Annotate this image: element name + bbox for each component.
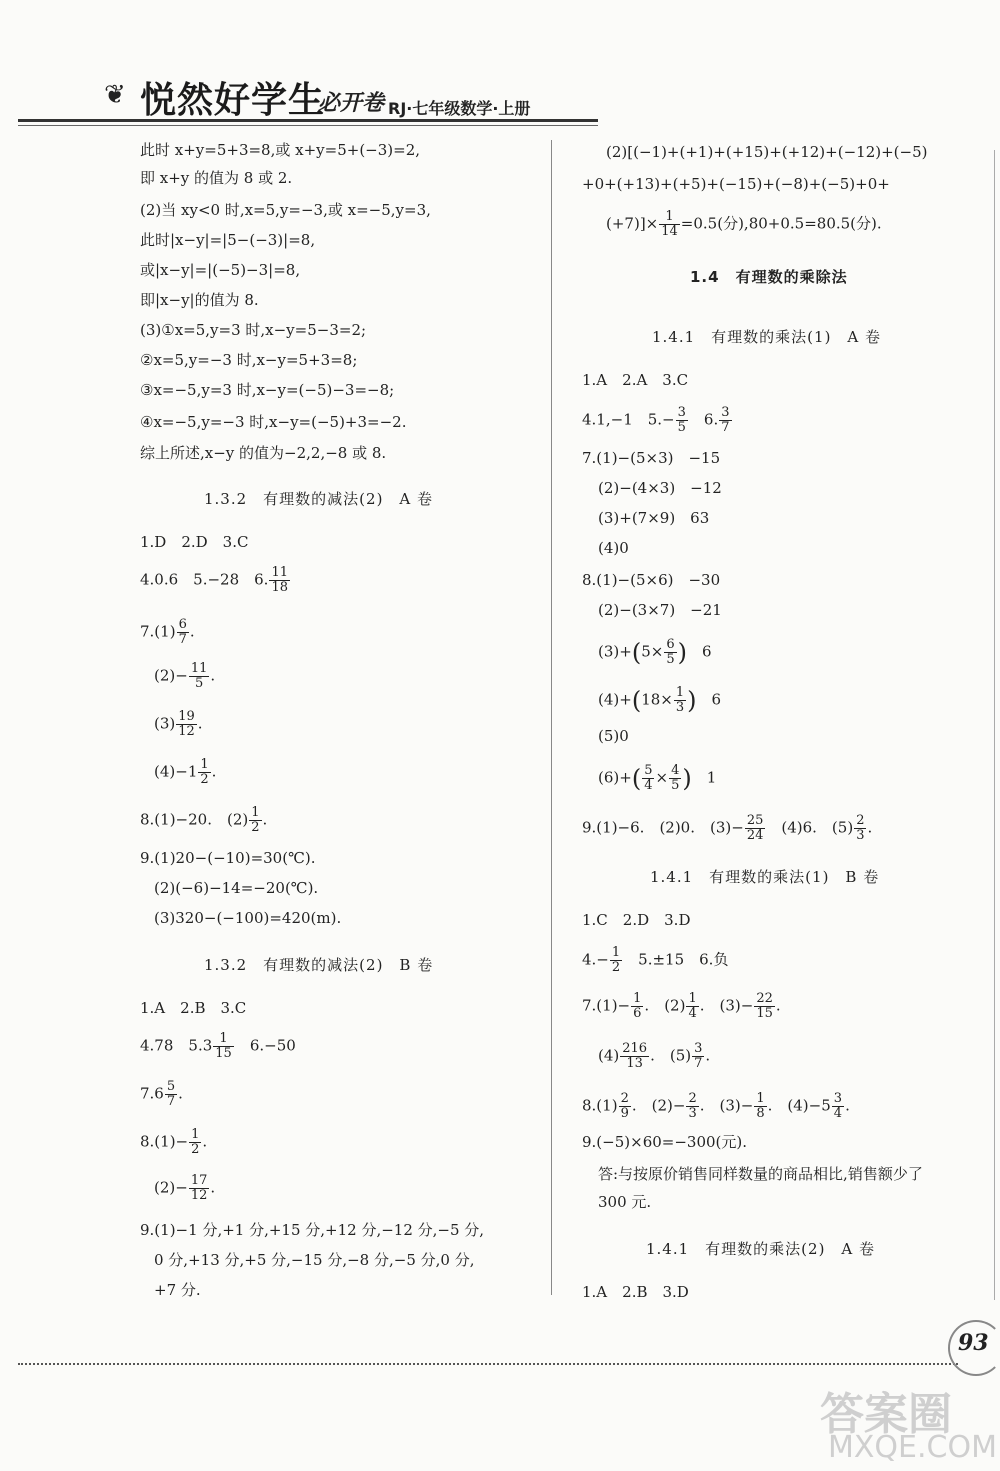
fraction: $\frac{2}{3}$ <box>688 1091 697 1121</box>
fraction: $\frac{1}{2}$ <box>191 1127 200 1157</box>
answer-line: (3)320−(−100)=420(m). <box>154 909 342 927</box>
footer-rule <box>18 1363 958 1365</box>
answer-line: 1.C 2.D 3.D <box>582 911 691 929</box>
fraction: $\frac{1}{14}$ <box>661 209 678 239</box>
answer-line: (5)0 <box>598 727 629 745</box>
text-line: (2)当 xy<0 时,x=5,y=−3,或 x=−5,y=3, <box>140 201 431 219</box>
answer-line: 300 元. <box>598 1193 652 1211</box>
chapter-heading: 1.4 有理数的乘除法 <box>690 268 848 286</box>
answer-line: (2)−(4×3) −12 <box>598 479 722 497</box>
fraction: $\frac{11}{18}$ <box>271 565 288 595</box>
fraction: $\frac{2}{9}$ <box>620 1091 629 1121</box>
answer-line: (2)−(3×7) −21 <box>598 601 722 619</box>
answer-line: (4)+(18× $\frac{1}{3}$ ) 6 <box>598 685 722 715</box>
fraction: $\frac{1}{2}$ <box>611 945 621 975</box>
fraction: $\frac{1}{3}$ <box>675 685 685 715</box>
brand-logo-text: 悦然好学生 <box>140 80 326 121</box>
answer-line: 8.(1) $\frac{2}{9}$ . (2)− $\frac{2}{3}$ . (3)− $\frac{1}{8}$ . (4)−5 $\frac{3}{4}$ . <box>582 1091 850 1121</box>
answer-line: 4.− $\frac{1}{2}$ 5.±15 6.负 <box>582 945 729 975</box>
bird-icon: ❦ <box>104 80 126 110</box>
fraction: $\frac{3}{4}$ <box>833 1091 843 1121</box>
text-line: (3)①x=5,y=3 时,x−y=5−3=2; <box>140 321 367 339</box>
answer-line: 9.(−5)×60=−300(元). <box>582 1133 748 1151</box>
fraction: $\frac{19}{12}$ <box>178 709 195 739</box>
answer-line: 8.(1)−20. (2) $\frac{1}{2}$ . <box>140 805 268 835</box>
page-number: 93 <box>958 1330 989 1356</box>
section-heading: 1.3.2 有理数的减法(2) B 卷 <box>204 956 434 974</box>
fraction: $\frac{3}{5}$ <box>677 405 686 435</box>
text-line: ②x=5,y=−3 时,x−y=5+3=8; <box>140 351 358 369</box>
answer-line: (4) $\frac{216}{13}$ . (5) $\frac{3}{7}$ . <box>598 1041 711 1071</box>
fraction: $\frac{11}{5}$ <box>190 661 208 691</box>
text-line: 即|x−y|的值为 8. <box>140 291 259 309</box>
answer-line: 答:与按原价销售同样数量的商品相比,销售额少了 <box>598 1165 923 1183</box>
answer-line: 7.6 $\frac{5}{7}$ . <box>140 1079 183 1109</box>
site-watermark-url: MXQE.COM <box>828 1430 997 1465</box>
fraction: $\frac{17}{12}$ <box>190 1173 208 1203</box>
text-line: 此时|x−y|=|5−(−3)|=8, <box>140 231 316 249</box>
answer-line: 1.D 2.D 3.C <box>140 533 249 551</box>
answer-line: (4)0 <box>598 539 629 557</box>
fraction: $\frac{5}{4}$ <box>644 763 653 793</box>
answer-line: +7 分. <box>154 1281 201 1299</box>
answer-line: 8.(1)− $\frac{1}{2}$ . <box>140 1127 208 1157</box>
fraction: $\frac{1}{2}$ <box>200 757 209 787</box>
site-watermark: 答案圈 <box>820 1389 952 1440</box>
answer-line: 1.A 2.B 3.D <box>582 1283 689 1301</box>
fraction: $\frac{22}{15}$ <box>756 991 773 1021</box>
text-line: (+7)]× $\frac{1}{14}$ =0.5(分),80+0.5=80.5(分). <box>606 209 882 239</box>
fraction: $\frac{4}{5}$ <box>671 763 680 793</box>
answer-line: 8.(1)−(5×6) −30 <box>582 571 721 589</box>
answer-line: (2)− $\frac{17}{12}$ . <box>154 1173 216 1203</box>
answer-line: (3)+(7×9) 63 <box>598 509 710 527</box>
fraction: $\frac{3}{7}$ <box>721 405 730 435</box>
text-line: ③x=−5,y=3 时,x−y=(−5)−3=−8; <box>140 381 395 399</box>
answer-line: 1.A 2.B 3.C <box>140 999 247 1017</box>
section-heading: 1.3.2 有理数的减法(2) A 卷 <box>204 490 434 508</box>
fraction: $\frac{25}{24}$ <box>746 813 764 843</box>
fraction: $\frac{1}{4}$ <box>688 991 697 1021</box>
page-edge-line <box>994 150 995 1300</box>
text-line: 综上所述,x−y 的值为−2,2,−8 或 8. <box>140 444 387 462</box>
answer-line: 4.0.6 5.−28 6. $\frac{11}{18}$ <box>140 565 288 595</box>
text-line: ④x=−5,y=−3 时,x−y=(−5)+3=−2. <box>140 413 407 431</box>
fraction: $\frac{5}{7}$ <box>166 1079 176 1109</box>
fraction: $\frac{2}{3}$ <box>856 813 865 843</box>
text-line: 此时 x+y=5+3=8,或 x+y=5+(−3)=2, <box>140 141 421 159</box>
answer-line: 7.(1) $\frac{6}{7}$ . <box>140 617 195 647</box>
book-series: RJ·七年级数学·上册 <box>388 99 531 118</box>
answer-line: 9.(1)−6. (2)0. (3)− $\frac{25}{24}$ (4)6. (5) $\frac{2}{3}$ . <box>582 813 873 843</box>
page-header <box>0 0 1000 140</box>
section-heading: 1.4.1 有理数的乘法(1) B 卷 <box>650 868 880 886</box>
answer-line: 1.A 2.A 3.C <box>582 371 689 389</box>
brand-subtitle: 必开卷 <box>318 90 385 116</box>
answer-line: 9.(1)−1 分,+1 分,+15 分,+12 分,−12 分,−5 分, <box>140 1221 485 1239</box>
fraction: $\frac{3}{7}$ <box>694 1041 703 1071</box>
fraction: $\frac{6}{7}$ <box>178 617 187 647</box>
fraction: $\frac{1}{2}$ <box>251 805 260 835</box>
section-heading: 1.4.1 有理数的乘法(1) A 卷 <box>652 328 882 346</box>
section-heading: 1.4.1 有理数的乘法(2) A 卷 <box>646 1240 876 1258</box>
text-line: +0+(+13)+(+5)+(−15)+(−8)+(−5)+0+ <box>582 175 890 193</box>
text-line: 即 x+y 的值为 8 或 2. <box>140 169 293 187</box>
fraction: $\frac{1}{6}$ <box>633 991 642 1021</box>
answer-line: (3) $\frac{19}{12}$ . <box>154 709 203 739</box>
answer-line: 7.(1)−(5×3) −15 <box>582 449 721 467</box>
text-line: (2)[(−1)+(+1)+(+15)+(+12)+(−12)+(−5) <box>606 143 928 161</box>
fraction: $\frac{6}{5}$ <box>666 637 675 667</box>
answer-line: 0 分,+13 分,+5 分,−15 分,−8 分,−5 分,0 分, <box>154 1251 475 1269</box>
header-rule <box>18 119 598 122</box>
answer-line: 4.1,−1 5.− $\frac{3}{5}$ 6. $\frac{3}{7}$ <box>582 405 730 435</box>
header-rule-thin <box>18 125 598 126</box>
answer-line: 4.78 5.3 $\frac{1}{15}$ 6.−50 <box>140 1031 296 1061</box>
answer-line: (3)+(5× $\frac{6}{5}$ ) 6 <box>598 637 712 667</box>
answer-line: (2)− $\frac{11}{5}$ . <box>154 661 216 691</box>
fraction: $\frac{1}{15}$ <box>215 1031 232 1061</box>
answer-line: (2)(−6)−14=−20(℃). <box>154 879 319 897</box>
answer-line: (4)−1 $\frac{1}{2}$ . <box>154 757 217 787</box>
fraction: $\frac{1}{8}$ <box>756 1091 765 1121</box>
answer-line: (6)+( $\frac{5}{4}$ × $\frac{4}{5}$ ) 1 <box>598 763 717 793</box>
answer-line: 7.(1)− $\frac{1}{6}$ . (2) $\frac{1}{4}$ . (3)− $\frac{22}{15}$ . <box>582 991 781 1021</box>
column-divider <box>551 140 552 1295</box>
fraction: $\frac{216}{13}$ <box>622 1041 648 1071</box>
answer-line: 9.(1)20−(−10)=30(℃). <box>140 849 316 867</box>
text-line: 或|x−y|=|(−5)−3|=8, <box>140 261 301 279</box>
